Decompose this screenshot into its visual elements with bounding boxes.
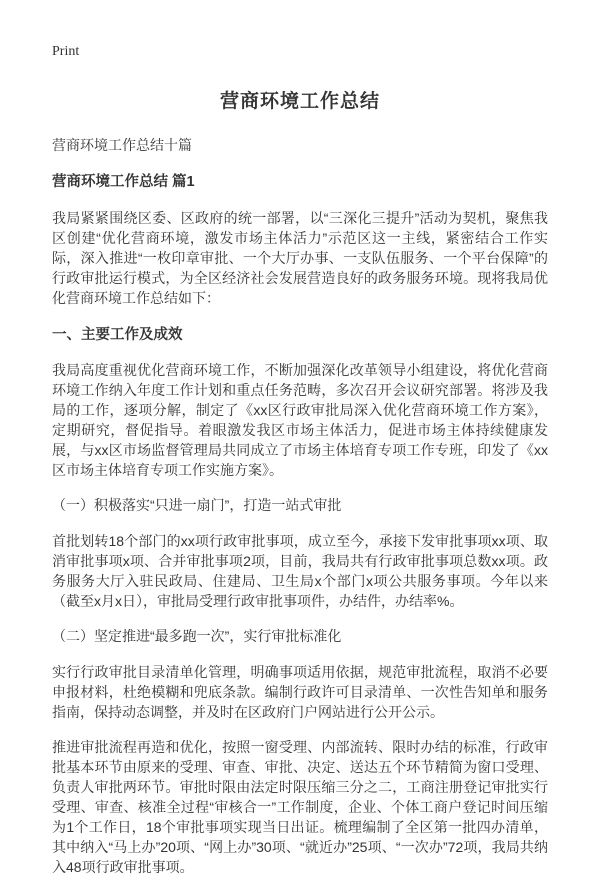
subsection-2-paragraph-2: 推进审批流程再造和优化，按照一窗受理、内部流转、限时办结的标准，行政审批基本环节由原来的受理、审查、审批、决定、送达五个环节精简为窗口受理、负责人审批两环节。审批时限由法定时限压缩三分之二，工商注册登记审批实行受理、审查、核准全过程“审核合一”工作制度，企业、个体工商户登记时间压缩为1个工作日，18个审批事项实现当日出证。梳理编制了全区第一批四办清单，其中纳入“马上办”20项、“网上办”30项、“就近办”25项、“一次办”72项，我局共纳入48项行政审批事项。 — [52, 739, 548, 875]
print-link[interactable]: Print — [52, 44, 80, 59]
subsection-2-paragraph-1: 实行行政审批目录清单化管理，明确事项适用依据，规范审批流程，取消不必要申报材料，杜绝模糊和兜底条款。编制行政许可目录清单、一次性告知单和服务指南，保持动态调整，并及时在区政府门户网站进行公开公示。 — [52, 664, 548, 720]
section-1-heading: 一、主要工作及成效 — [52, 327, 183, 343]
subsection-1-heading: （一）积极落实“只进一扇门”，打造一站式审批 — [52, 497, 342, 513]
section-1-paragraph: 我局高度重视优化营商环境工作，不断加强深化改革领导小组建设，将优化营商环境工作纳入年度工作计划和重点任务范畴，多次召开会议研究部署。将涉及我局的工作，逐项分解，制定了《xx区行政审批局深入优化营商环境工作方案》，定期研究，督促指导。着眼激发我区市场主体活力，促进市场主体持续健康发展，与xx区市场监督管理局共同成立了市场主体培育专项工作专班，印发了《xx区市场主体培育专项工作实施方案》。 — [52, 362, 548, 478]
subsection-1-paragraph: 首批划转18个部门的xx项行政审批事项，成立至今，承接下发审批事项xx项、取消审批事项x项、合并审批事项2项，目前，我局共有行政审批事项总数xx项。政务服务大厅入驻民政局、住建局、卫生局x个部门x项公共服务事项。今年以来（截至x月x日），审批局受理行政审批事项件，办结件，办结率%。 — [52, 533, 548, 609]
intro-paragraph: 我局紧紧围绕区委、区政府的统一部署，以“三深化三提升”活动为契机，聚焦我区创建“优化营商环境，激发市场主体活力”示范区这一主线，紧密结合工作实际，深入推进“一枚印章审批、一个大厅办事、一支队伍服务、一个平台保障”的行政审批运行模式，为全区经济社会发展营造良好的政务服务环境。现将我局优化营商环境工作总结如下： — [52, 210, 548, 306]
page-title: 营商环境工作总结 — [219, 91, 380, 112]
collection-title: 营商环境工作总结十篇 — [52, 137, 192, 153]
article-title: 营商环境工作总结 篇1 — [52, 174, 195, 190]
subsection-2-heading: （二）坚定推进“最多跑一次”，实行审批标准化 — [52, 628, 342, 644]
